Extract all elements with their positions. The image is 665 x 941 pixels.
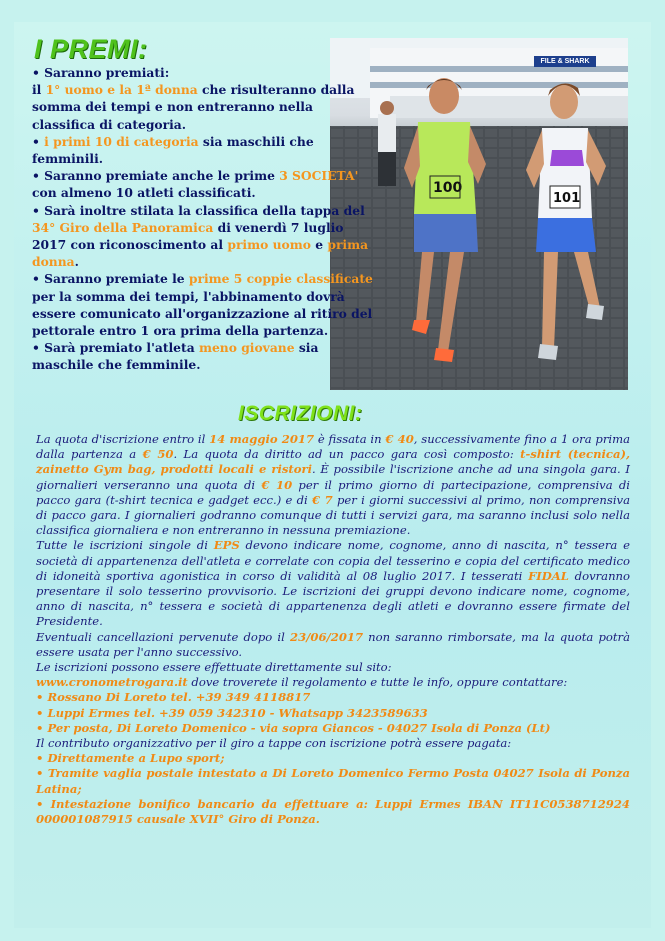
- highlighted-text: • Direttamente a Lupo sport;: [36, 751, 225, 766]
- highlighted-text: EPS: [213, 538, 240, 553]
- iscrizioni-paragraph: [36, 675, 630, 690]
- text-run: dove troverete il regolamento e tutte le info, oppure contattare:: [187, 675, 568, 690]
- highlighted-text: • Intestazione bonifico bancario da effettuare a: Luppi Ermes IBAN IT11C0538712924 000001087915 causale XVII° Giro di Ponza.: [36, 796, 630, 827]
- text-run: Le iscrizioni possono essere effettuate direttamente sul sito:: [36, 660, 392, 675]
- iscrizioni-paragraph: [36, 797, 630, 827]
- highlighted-text: 23/06/2017: [290, 629, 364, 644]
- text-run: di venerdì 7 luglio 2017 con riconoscimento al: [32, 219, 344, 253]
- text-run: con almeno 10 atleti classificati.: [32, 185, 256, 201]
- premi-item: [32, 202, 380, 271]
- text-run: il: [32, 82, 46, 98]
- highlighted-text: t-shirt (tecnica), zainetto Gym bag, prodotti locali e ristori: [36, 447, 631, 477]
- highlighted-text: 3 SOCIETA': [279, 168, 359, 184]
- text-run: • Sarà inoltre stilata la classifica della tappa del: [32, 202, 365, 218]
- premi-item: [32, 133, 380, 167]
- highlighted-text: 34° Giro della Panoramica: [32, 219, 214, 235]
- text-run: • Saranno premiate le: [32, 271, 189, 287]
- highlighted-text: • Luppi Ermes tel. +39 059 342310 - Whatsapp 3423589633: [36, 705, 428, 720]
- text-run: Il contributo organizzativo per il giro a tappe con iscrizione potrà essere pagata:: [36, 736, 512, 751]
- highlighted-text: € 40: [385, 432, 414, 446]
- highlighted-text: • Rossano Di Loreto tel. +39 349 4118817: [36, 690, 311, 705]
- premi-list: [32, 64, 380, 374]
- text-run: • Saranno premiate anche le prime: [32, 168, 280, 184]
- ship-sign: FILE & SHARK: [534, 56, 596, 67]
- iscrizioni-paragraph: [36, 706, 630, 721]
- text-run: . È possibile l'iscrizione anche ad una singola gara. I giornalieri verseranno una quota di: [36, 462, 630, 492]
- iscrizioni-paragraph: [36, 736, 630, 751]
- text-run: La quota d'iscrizione entro il: [36, 432, 210, 446]
- text-run: •: [32, 133, 45, 149]
- premi-item: [32, 64, 380, 81]
- iscrizioni-body: [36, 432, 630, 827]
- iscrizioni-paragraph: [36, 766, 630, 796]
- text-run: . La quota da diritto ad un pacco gara così composto:: [173, 447, 521, 462]
- text-run: dovranno presentare il solo tesserino provvisorio. Le iscrizioni dei gruppi devono indicare nome, cognome, anno di nascita, n° tessera e società di appartenenza degli atleti e dovranno essere firmate del Presidente.: [36, 568, 630, 629]
- iscrizioni-paragraph: [36, 660, 630, 675]
- website-link[interactable]: www.cronometrogara.it: [36, 675, 188, 690]
- premi-item: [32, 81, 380, 133]
- highlighted-text: i primi 10 di categoria: [44, 133, 199, 149]
- iscrizioni-title: ISCRIZIONI:: [238, 402, 363, 425]
- bib-right: 101: [553, 191, 581, 206]
- iscrizioni-paragraph: [36, 538, 630, 629]
- iscrizioni-paragraph: [36, 751, 630, 766]
- text-run: • Saranno premiati:: [32, 65, 170, 80]
- highlighted-text: prima donna: [32, 237, 369, 270]
- text-run: .: [74, 254, 79, 270]
- iscrizioni-paragraph: [36, 630, 630, 660]
- text-run: per il primo giorno di partecipazione, comprensiva di pacco gara (t-shirt tecnica e gadget ecc.) e di: [36, 477, 630, 507]
- bib-left: 100: [433, 180, 463, 196]
- highlighted-text: prime 5 coppie classificate: [188, 271, 373, 287]
- highlighted-text: € 10: [261, 477, 293, 492]
- highlighted-text: meno giovane: [198, 340, 295, 356]
- highlighted-text: 14 maggio 2017: [209, 432, 315, 446]
- premi-item: [32, 270, 380, 339]
- text-run: che risulteranno dalla somma dei tempi e non entreranno nella classifica di categoria.: [32, 82, 355, 132]
- text-run: devono indicare nome, cognome, anno di nascita, n° tessera e società di appartenenza dell'atleta e correlate con copia del tesserino e copia del certificato medico di idoneità sportiva agonistica in corso di validità al 08 luglio 2017. I tesserati: [36, 538, 630, 583]
- text-run: sia maschile che femminile.: [32, 340, 319, 373]
- text-run: non saranno rimborsate, ma la quota potrà essere usata per l'anno successivo.: [36, 629, 630, 659]
- highlighted-text: 1° uomo e la 1ª donna: [45, 82, 198, 98]
- highlighted-text: • Per posta, Di Loreto Domenico - via sopra Giancos - 04027 Isola di Ponza (Lt): [36, 720, 551, 735]
- text-run: per la somma dei tempi, l'abbinamento dovrà essere comunicato all'organizzazione al ritiro del pettorale entro 1 ora prima della partenza.: [32, 288, 373, 339]
- text-run: Eventuali cancellazioni pervenute dopo il: [36, 629, 291, 644]
- highlighted-text: primo uomo: [227, 237, 311, 253]
- text-run: è fissata in: [314, 432, 386, 446]
- text-run: , successivamente fino a 1 ora prima dalla partenza a: [36, 432, 630, 462]
- highlighted-text: € 50: [142, 447, 174, 462]
- text-run: sia maschili che femminili.: [32, 133, 314, 167]
- text-run: per i giorni successivi al primo, non comprensiva di pacco gara. I giornalieri godranno comunque di tutti i servizi gara, ma saranno inclusi solo nella classifica giornaliera e non entreranno in nessuna premiazione.: [36, 492, 631, 538]
- premi-title: I PREMI:: [34, 34, 148, 64]
- premi-item: [32, 339, 380, 373]
- iscrizioni-paragraph: [36, 432, 630, 538]
- highlighted-text: FIDAL: [528, 568, 569, 583]
- text-run: e: [310, 237, 328, 253]
- iscrizioni-paragraph: [36, 721, 630, 736]
- highlighted-text: € 7: [312, 492, 333, 507]
- text-run: • Sarà premiato l'atleta: [32, 340, 199, 356]
- premi-item: [32, 167, 380, 201]
- iscrizioni-paragraph: [36, 690, 630, 705]
- highlighted-text: • Tramite vaglia postale intestato a Di Loreto Domenico Fermo Posta 04027 Isola di Ponza Latina;: [36, 766, 630, 796]
- text-run: Tutte le iscrizioni singole di: [36, 538, 214, 553]
